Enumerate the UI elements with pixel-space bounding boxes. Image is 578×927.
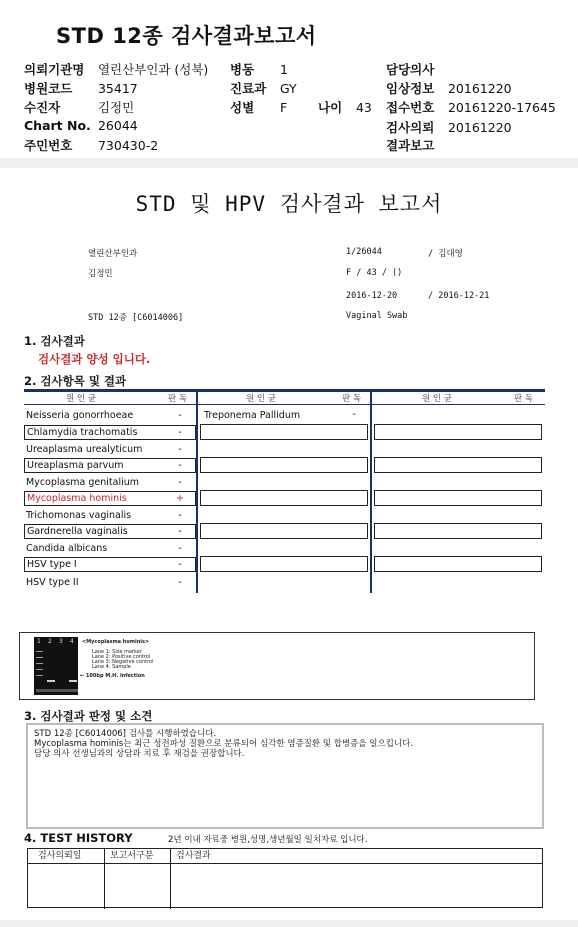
empty-result-box xyxy=(200,490,368,506)
section-2-heading: 2. 검사항목 및 결과 xyxy=(24,374,127,388)
field-department: 진료과 GY xyxy=(230,81,297,96)
ladder-band xyxy=(36,657,43,658)
field-request-date: 검사의뢰 20161220 xyxy=(386,120,512,135)
empty-result-box xyxy=(200,523,368,539)
empty-result-box xyxy=(374,457,542,473)
col-header-pathogen-1: 원 인 균 xyxy=(66,394,97,404)
lane-label: 2 xyxy=(48,638,52,645)
history-col-divider xyxy=(170,849,171,909)
column-divider-1 xyxy=(196,392,198,593)
section-3-heading: 3. 검사결과 판정 및 소견 xyxy=(24,709,153,723)
positive-control-band xyxy=(47,680,55,682)
pathogen-result: - xyxy=(178,559,182,570)
col-header-pathogen-3: 원 인 균 xyxy=(422,394,453,404)
empty-result-box xyxy=(200,556,368,572)
empty-result-box xyxy=(200,457,368,473)
field-receipt-no: 접수번호 20161220-17645 xyxy=(386,100,556,115)
field-patient: 수진자 김정민 xyxy=(24,100,135,115)
gel-image-panel xyxy=(19,632,535,700)
ladder-band xyxy=(36,651,43,652)
lane-label: 1 xyxy=(37,638,41,645)
history-header-line xyxy=(28,863,542,864)
lane-label: 3 xyxy=(59,638,63,645)
pathogen-name: HSV type I xyxy=(24,557,196,572)
empty-result-box xyxy=(374,523,542,539)
field-sex: 성별 F xyxy=(230,100,288,115)
col-header-pathogen-2: 원 인 균 xyxy=(246,394,277,404)
opinion-line: Mycoplasma hominis는 최근 성전파성 질환으로 분류되어 심각한 염증질환 및 합병증을 일으킵니다. xyxy=(34,739,414,749)
pathogen-result: - xyxy=(178,477,182,488)
gel-electrophoresis-image xyxy=(34,637,78,695)
field-resident-no: 주민번호 730430-2 xyxy=(24,138,159,153)
ladder-band xyxy=(36,675,43,676)
result-summary: 검사결과 양성 입니다. xyxy=(38,352,151,366)
pathogen-result-treponema: - xyxy=(352,409,356,420)
pathogen-result: - xyxy=(178,410,182,421)
primer-dimer-band xyxy=(36,689,78,692)
pathogen-name: Chlamydia trachomatis xyxy=(24,425,196,440)
col-header-judge-2: 판 독 xyxy=(342,394,362,404)
section-1-heading: 1. 검사결과 xyxy=(24,334,85,348)
field-age: 나이 43 xyxy=(318,100,372,115)
pathogen-result: - xyxy=(178,510,182,521)
empty-result-box xyxy=(374,490,542,506)
col-header-judge-3: 판 독 xyxy=(514,394,534,404)
col-header-judge-1: 판 독 xyxy=(168,394,188,404)
gel-legend-1: Lane 1: Size marker xyxy=(92,649,142,655)
section-4-heading: 4. TEST HISTORY xyxy=(24,831,133,845)
history-col-divider xyxy=(104,849,105,909)
report-report-date: / 2016-12-21 xyxy=(428,291,490,301)
table-top-border xyxy=(24,389,545,392)
field-report: 결과보고 xyxy=(386,138,435,153)
gel-legend-4: Lane 4: Sample xyxy=(92,664,131,670)
history-col-result: 검사결과 xyxy=(176,851,211,861)
report-title: STD 및 HPV 검사결과 보고서 xyxy=(135,192,443,216)
history-col-report-type: 보고서구분 xyxy=(110,851,154,861)
report-sheet xyxy=(0,168,578,920)
header-separator xyxy=(24,404,545,405)
field-doctor: 담당의사 xyxy=(386,62,435,77)
opinion-box xyxy=(26,723,544,829)
report-specimen: Vaginal Swab xyxy=(346,311,408,321)
field-ward: 병동 1 xyxy=(230,62,288,77)
report-header xyxy=(0,0,578,158)
pathogen-name: HSV type II xyxy=(26,577,79,588)
field-chart-no: Chart No. 26044 xyxy=(24,118,138,133)
pathogen-name: Ureaplasma parvum xyxy=(24,458,196,473)
pathogen-name: Trichomonas vaginalis xyxy=(26,510,132,521)
opinion-line: 담당 의사 선생님과의 상담과 치료 후 재검을 권장합니다. xyxy=(34,749,245,759)
empty-result-box xyxy=(374,424,542,440)
empty-result-box xyxy=(200,424,368,440)
column-divider-2 xyxy=(370,392,372,593)
pathogen-name: Ureaplasma urealyticum xyxy=(26,444,143,455)
field-hospital-code: 병원코드 35417 xyxy=(24,81,138,96)
sample-band xyxy=(69,680,77,682)
pathogen-result: - xyxy=(178,577,182,588)
pathogen-result: - xyxy=(178,543,182,554)
field-clinical-info: 임상정보 20161220 xyxy=(386,81,512,96)
pathogen-result: - xyxy=(178,526,182,537)
gel-title: <Mycoplasma hominis> xyxy=(82,639,150,645)
pathogen-name: Mycoplasma genitalium xyxy=(26,477,140,488)
report-chart-no: 1/26044 xyxy=(346,247,382,257)
report-hospital: 열린산부인과 xyxy=(88,249,138,259)
ladder-band xyxy=(36,669,43,670)
opinion-line: STD 12종 [C6014006] 검사를 시행하였습니다. xyxy=(34,729,217,739)
pathogen-result: + xyxy=(176,493,184,504)
pathogen-name-treponema: Treponema Pallidum xyxy=(204,410,301,421)
history-col-request-date: 검사의뢰일 xyxy=(38,851,82,861)
gel-marker-label: ← 100bp M.H. infection xyxy=(80,673,145,679)
history-table xyxy=(27,848,543,908)
pathogen-result: - xyxy=(178,460,182,471)
report-test-code: STD 12종 [C6014006] xyxy=(88,313,184,323)
report-patient: 김정민 xyxy=(88,269,113,279)
page-title: STD 12종 검사결과보고서 xyxy=(56,24,317,48)
gel-legend-2: Lane 2: Positive control xyxy=(92,654,151,660)
gel-legend-3: Lane 3: Negative control xyxy=(92,659,154,665)
pathogen-name: Gardnerella vaginalis xyxy=(24,524,196,539)
pathogen-name: Neisseria gonorrhoeae xyxy=(26,410,134,421)
pathogen-name: Mycoplasma hominis xyxy=(24,491,196,506)
empty-result-box xyxy=(374,556,542,572)
field-institution: 의뢰기관명 열린산부인과 (성북) xyxy=(24,62,209,77)
report-request-date: 2016-12-20 xyxy=(346,291,398,301)
pathogen-result: - xyxy=(178,444,182,455)
report-doctor: / 김대영 xyxy=(428,249,463,259)
history-note: 2년 이내 자료중 병원,성명,생년월일 일치자료 입니다. xyxy=(168,835,368,845)
lane-label: 4 xyxy=(70,638,74,645)
report-sex-age: F / 43 / () xyxy=(346,268,403,278)
ladder-band xyxy=(36,663,43,664)
pathogen-name: Candida albicans xyxy=(26,543,108,554)
pathogen-result: - xyxy=(178,427,182,438)
